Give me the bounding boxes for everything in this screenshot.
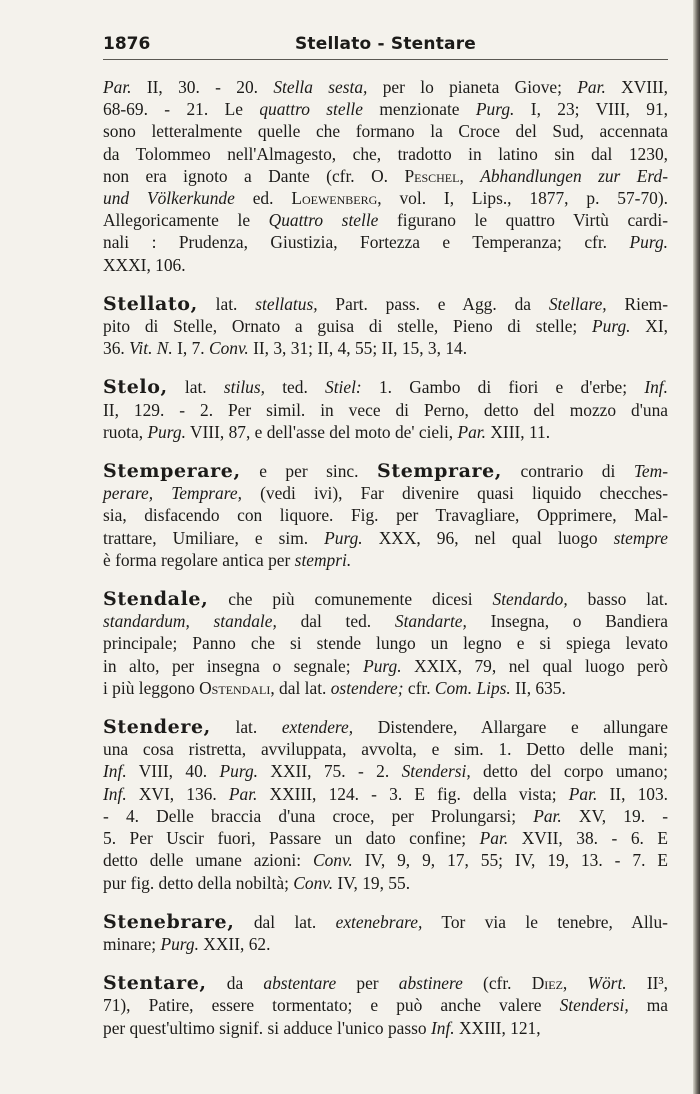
text-segment: minare; — [103, 933, 161, 954]
text-segment: stempre — [613, 527, 668, 548]
text-line — [103, 209, 668, 231]
entry-headword: Stentare, — [103, 972, 207, 995]
text-line — [103, 933, 668, 955]
text-segment: Purg. — [160, 933, 199, 954]
entry-headword: Stelo, — [103, 376, 168, 399]
text-segment: Stendardo, — [492, 589, 568, 610]
text-line — [103, 972, 668, 994]
text-line — [103, 421, 668, 443]
text-segment: abstinere — [398, 973, 463, 994]
text-segment: menzionate — [362, 99, 476, 120]
text-segment: standardum, standale, — [103, 611, 277, 632]
text-segment: sia, disfacendo con liquore. Fig. per Travagliare, Opprimere, Mal- — [103, 505, 668, 526]
text-segment: IV, 19, 55. — [333, 872, 411, 893]
text-segment: Purg. — [592, 316, 631, 337]
text-line — [103, 165, 668, 187]
text-segment: Inf. — [103, 761, 127, 782]
text-segment: XV, 19. - — [561, 805, 669, 826]
text-segment: abstentare — [263, 973, 337, 994]
text-line — [103, 231, 668, 253]
text-segment: per lo pianeta Giove; — [367, 77, 578, 97]
text-line — [103, 293, 668, 315]
text-line — [103, 805, 668, 827]
text-segment: lat. — [167, 377, 224, 398]
text-line — [103, 849, 668, 871]
text-segment: Wört. — [587, 973, 627, 994]
text-segment: 68-69. - 21. Le — [103, 99, 260, 120]
text-segment: XXII, 75. - 2. — [258, 761, 402, 782]
text-segment: VIII, 87, e dell'asse del moto de' cieli, — [185, 421, 458, 442]
text-line — [103, 254, 668, 276]
text-segment: Purg. — [629, 232, 668, 253]
text-segment: Purg. — [363, 655, 402, 676]
text-line — [103, 827, 668, 849]
text-segment — [464, 166, 480, 186]
text-segment: II, 129. - 2. Per simil. in vece di Perno, detto del mozzo d'una — [103, 399, 668, 420]
text-segment: stellatus, — [255, 293, 318, 314]
text-segment: XXIX, 79, nel qual luogo però — [401, 655, 668, 676]
text-line — [103, 549, 668, 571]
text-segment: contrario di — [502, 461, 634, 482]
text-segment: Inf. — [644, 377, 668, 398]
page-edge-shadow — [693, 0, 700, 1094]
text-segment — [567, 973, 587, 993]
text-segment: Loewenberg, — [291, 188, 382, 209]
text-segment: 1. Gambo di fiori e d'erbe; — [361, 377, 645, 398]
entry-headword: Stendale, — [103, 588, 209, 611]
text-line — [103, 460, 668, 482]
text-segment: lat. — [197, 293, 256, 314]
entry-headword: Stendere, — [103, 716, 211, 739]
text-segment: basso lat. — [567, 589, 669, 610]
text-segment: Stellare, — [548, 293, 607, 314]
page-header — [103, 34, 668, 60]
entry-continuation — [103, 76, 668, 276]
text-segment: Conv. — [313, 850, 353, 871]
text-segment: Quattro stelle — [268, 210, 379, 231]
text-segment: nali : Prudenza, Giustizia, Fortezza e Temperanza; cfr. — [103, 232, 630, 253]
text-segment: 5. Per Uscir fuori, Passare un dato confine; — [103, 828, 480, 849]
text-segment: 36. — [103, 338, 130, 359]
text-line — [103, 337, 668, 359]
entry-headword: Stellato, — [103, 292, 198, 315]
text-segment: XVIII, — [605, 77, 668, 97]
text-line — [103, 588, 668, 610]
text-segment: XVI, 136. — [126, 783, 229, 804]
text-segment: perare, Temprare, — [103, 483, 242, 504]
text-segment: da — [206, 973, 264, 994]
text-line — [103, 911, 668, 933]
entry-headword: Stenebrare, — [103, 910, 235, 933]
text-segment: dal ted. — [276, 611, 395, 632]
text-line — [103, 76, 668, 98]
text-segment: VIII, 40. — [126, 761, 220, 782]
text-segment: Allegoricamente le — [103, 210, 269, 231]
text-segment: i più leggono — [103, 677, 200, 698]
text-line — [103, 143, 668, 165]
text-line — [103, 655, 668, 677]
text-segment: trattare, Umiliare, e sim. — [103, 527, 325, 548]
text-segment: stempri. — [294, 549, 352, 570]
text-segment: ted. — [264, 377, 326, 398]
text-segment: è forma regolare antica per — [103, 549, 295, 570]
text-segment: principale; Panno che si stende lungo un legno e si spiega levato — [103, 633, 668, 654]
text-line — [103, 376, 668, 398]
text-segment: per — [336, 973, 399, 994]
text-segment: Inf. — [103, 783, 127, 804]
text-segment: XXII, 62. — [198, 933, 271, 954]
text-segment: in alto, per insegna o segnale; — [103, 655, 364, 676]
dictionary-entry — [103, 376, 668, 443]
text-line — [103, 677, 668, 699]
text-segment: dal lat. — [234, 911, 336, 932]
text-segment: Ostendali, — [199, 677, 275, 698]
text-segment: (vedi ivi), Far divenire quasi liquido checches- — [241, 483, 668, 504]
text-segment: da Tolommeo nell'Almagesto, che, tradotto in latino sin dal 1230, — [103, 143, 668, 164]
text-line — [103, 632, 668, 654]
text-segment: Standarte, — [394, 611, 467, 632]
dictionary-entry — [103, 972, 668, 1039]
text-segment: Par. — [577, 77, 606, 97]
text-line — [103, 1017, 668, 1039]
text-segment: Vit. N. — [129, 338, 173, 359]
text-segment: I, 23; VIII, 91, — [514, 99, 668, 120]
running-title: Stellato - Stentare — [294, 34, 477, 54]
text-segment: - 4. Delle braccia d'una croce, per Prolungarsi; — [103, 805, 534, 826]
text-segment: II³, — [626, 973, 668, 994]
text-segment: Insegna, o Bandiera — [466, 611, 668, 632]
text-line — [103, 994, 668, 1016]
text-segment: 71), Patire, essere tormentato; e può anche valere — [103, 995, 560, 1016]
header-rule — [103, 59, 668, 60]
text-segment: Part. pass. e Agg. da — [317, 293, 549, 314]
text-segment: extenebrare, — [335, 911, 423, 932]
dictionary-entry — [103, 588, 668, 699]
text-segment: Par. — [457, 421, 486, 442]
text-segment: per quest'ultimo signif. si adduce l'unico passo — [103, 1017, 431, 1038]
text-segment: Purg. — [219, 761, 259, 782]
text-segment: Diez, — [531, 973, 568, 994]
text-segment: Stella sesta, — [273, 77, 368, 97]
text-line — [103, 120, 668, 142]
text-segment: Distendere, Allargare e allungare — [353, 717, 668, 738]
entry-headword: Stemperare, — [103, 460, 241, 483]
text-segment: XI, — [630, 316, 669, 337]
text-segment: XXXI, 106. — [103, 254, 186, 275]
text-segment: Par. — [103, 77, 147, 97]
text-segment: extendere, — [281, 717, 354, 738]
dictionary-entry — [103, 460, 668, 571]
text-segment: Tem- — [633, 461, 668, 482]
text-segment: e per sinc. — [240, 461, 378, 482]
text-segment: pito di Stelle, Ornato a guisa di stelle, Pieno di stelle; — [103, 316, 593, 337]
text-segment: stilus, — [223, 377, 265, 398]
text-segment: ostendere; — [330, 677, 404, 698]
text-segment: Par. — [568, 783, 598, 804]
text-segment: II, 30. - 20. — [146, 77, 274, 97]
text-segment: pur fig. detto della nobiltà; — [103, 872, 294, 893]
text-segment: che più comunemente dicesi — [208, 589, 493, 610]
text-segment: ruota, — [103, 421, 148, 442]
text-line — [103, 315, 668, 337]
text-line — [103, 716, 668, 738]
text-line — [103, 738, 668, 760]
text-line — [103, 482, 668, 504]
text-segment: Purg. — [475, 99, 515, 120]
text-segment: Conv. — [208, 338, 249, 359]
text-segment: figurano le quattro Virtù cardi- — [378, 210, 668, 231]
page-number: 1876 — [103, 34, 151, 54]
text-segment: IV, 9, 9, 17, 55; IV, 19, 13. - 7. E — [352, 850, 669, 871]
dictionary-body — [103, 76, 668, 1056]
text-line — [103, 760, 668, 782]
text-line — [103, 98, 668, 120]
text-segment: sono letteralmente quelle che formano la Croce del Sud, accennata — [103, 121, 668, 142]
text-segment: XXIII, 124. - 3. E fig. della vista; — [257, 783, 569, 804]
text-segment: II, 3, 31; II, 4, 55; II, 15, 3, 14. — [248, 338, 468, 359]
text-segment: Stiel: — [325, 377, 362, 398]
text-segment: Abhandlungen zur Erd- — [480, 165, 668, 186]
text-segment: Par. — [479, 828, 509, 849]
text-segment: lat. — [210, 717, 282, 738]
text-segment: Stendersi, — [401, 761, 471, 782]
text-segment: II, 635. — [510, 677, 566, 698]
text-line — [103, 399, 668, 421]
text-segment: Conv. — [293, 872, 334, 893]
text-segment: ed. — [234, 188, 292, 209]
text-segment: Purg. — [147, 421, 186, 442]
text-line — [103, 504, 668, 526]
text-segment: und Völkerkunde — [103, 188, 235, 209]
text-segment: Inf. — [430, 1017, 455, 1038]
dictionary-entry — [103, 293, 668, 360]
text-segment: II, 103. — [597, 783, 669, 804]
text-segment: vol. I, Lips., 1877, p. 57-70). — [381, 188, 668, 209]
text-segment: Tor via le tenebre, Allu- — [422, 911, 668, 932]
text-segment: XIII, 11. — [486, 421, 551, 442]
text-segment: una cosa ristretta, avviluppata, avvolta, e sim. 1. Detto delle mani; — [103, 739, 668, 760]
text-segment: dal lat. — [274, 677, 331, 698]
text-segment: Stendersi, — [559, 995, 629, 1016]
text-segment: ma — [628, 995, 669, 1016]
text-segment: (cfr. — [462, 973, 532, 994]
text-line — [103, 187, 668, 209]
text-segment: Peschel, — [404, 165, 464, 186]
text-line — [103, 527, 668, 549]
text-segment: detto delle umane azioni: — [103, 850, 314, 871]
text-segment: quattro stelle — [259, 99, 363, 120]
text-segment: XXIII, 121, — [454, 1017, 541, 1038]
text-segment: XXX, 96, nel qual luogo — [362, 527, 614, 548]
text-segment: non era ignoto a Dante (cfr. O. — [103, 165, 405, 186]
text-segment: Purg. — [324, 527, 363, 548]
text-segment: Par. — [228, 783, 258, 804]
text-line — [103, 872, 668, 894]
text-segment: Riem- — [606, 293, 668, 314]
text-segment: Par. — [533, 805, 562, 826]
text-segment: cfr. — [403, 677, 435, 698]
dictionary-entry — [103, 911, 668, 955]
text-line — [103, 610, 668, 632]
text-segment: Com. Lips. — [434, 677, 511, 698]
text-segment: detto del corpo umano; — [470, 761, 669, 782]
entry-headword: Stemprare, — [377, 460, 503, 483]
text-line — [103, 783, 668, 805]
dictionary-entry — [103, 716, 668, 894]
text-segment: XVII, 38. - 6. E — [508, 828, 669, 849]
text-segment: I, 7. — [172, 338, 209, 359]
